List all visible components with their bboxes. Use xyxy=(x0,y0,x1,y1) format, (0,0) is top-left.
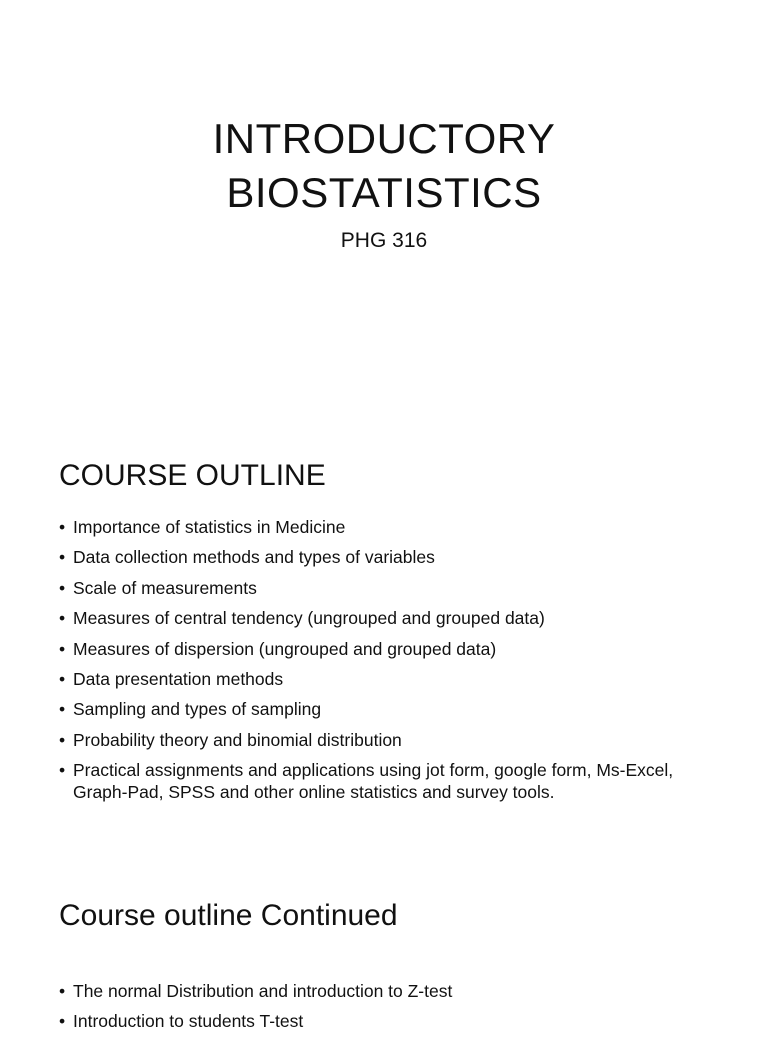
bullet-icon: • xyxy=(59,638,66,659)
course-outline-continued-list xyxy=(59,980,709,1041)
list-item xyxy=(59,729,709,751)
list-item-text: Scale of measurements xyxy=(73,577,257,598)
list-item xyxy=(59,638,709,660)
list-item-text: Importance of statistics in Medicine xyxy=(73,517,346,537)
bullet-icon: • xyxy=(59,760,66,781)
slide-title-line-2: BIOSTATISTICS xyxy=(226,169,542,216)
bullet-icon: • xyxy=(59,668,66,689)
bullet-icon: • xyxy=(59,547,66,568)
course-outline-continued-heading: Course outline Continued xyxy=(59,899,398,932)
list-item xyxy=(59,607,709,629)
list-item-text: Probability theory and binomial distribution xyxy=(73,729,402,750)
list-item-text: The normal Distribution and introduction to Z-test xyxy=(73,981,453,1001)
list-item-text: Measures of central tendency (ungrouped and grouped data) xyxy=(73,608,545,629)
bullet-icon: • xyxy=(59,608,66,629)
list-item xyxy=(59,577,709,599)
course-outline-slide xyxy=(0,430,768,850)
course-outline-heading: COURSE OUTLINE xyxy=(59,459,326,492)
list-item xyxy=(59,668,709,690)
list-item xyxy=(59,980,709,1002)
list-item-text: Data presentation methods xyxy=(73,668,284,689)
list-item-text: Introduction to students T-test xyxy=(73,1011,304,1032)
bullet-icon: • xyxy=(59,729,66,750)
bullet-icon: • xyxy=(59,699,66,720)
bullet-icon: • xyxy=(59,517,66,537)
list-item xyxy=(59,1010,709,1032)
list-item xyxy=(59,759,709,803)
list-item-text: Sampling and types of sampling xyxy=(73,699,322,720)
list-item-text: Measures of dispersion (ungrouped and grouped data) xyxy=(73,638,497,659)
slide-subtitle: PHG 316 xyxy=(340,229,428,252)
list-item xyxy=(59,546,709,568)
title-slide xyxy=(0,0,768,400)
bullet-icon: • xyxy=(59,1011,66,1032)
course-outline-continued-slide xyxy=(0,860,768,1032)
list-item-text: Practical assignments and applications using jot form, google form, Ms-Excel, Graph-Pad, SPSS and other online statistics and survey tools. xyxy=(73,760,674,803)
bullet-icon: • xyxy=(59,577,66,598)
list-item xyxy=(59,698,709,720)
slide-title-line-1: INTRODUCTORY xyxy=(212,115,556,162)
bullet-icon: • xyxy=(59,981,66,1001)
slide-title xyxy=(0,112,768,220)
list-item xyxy=(59,516,709,538)
list-item-text: Data collection methods and types of variables xyxy=(73,547,435,568)
course-outline-list xyxy=(59,516,709,812)
